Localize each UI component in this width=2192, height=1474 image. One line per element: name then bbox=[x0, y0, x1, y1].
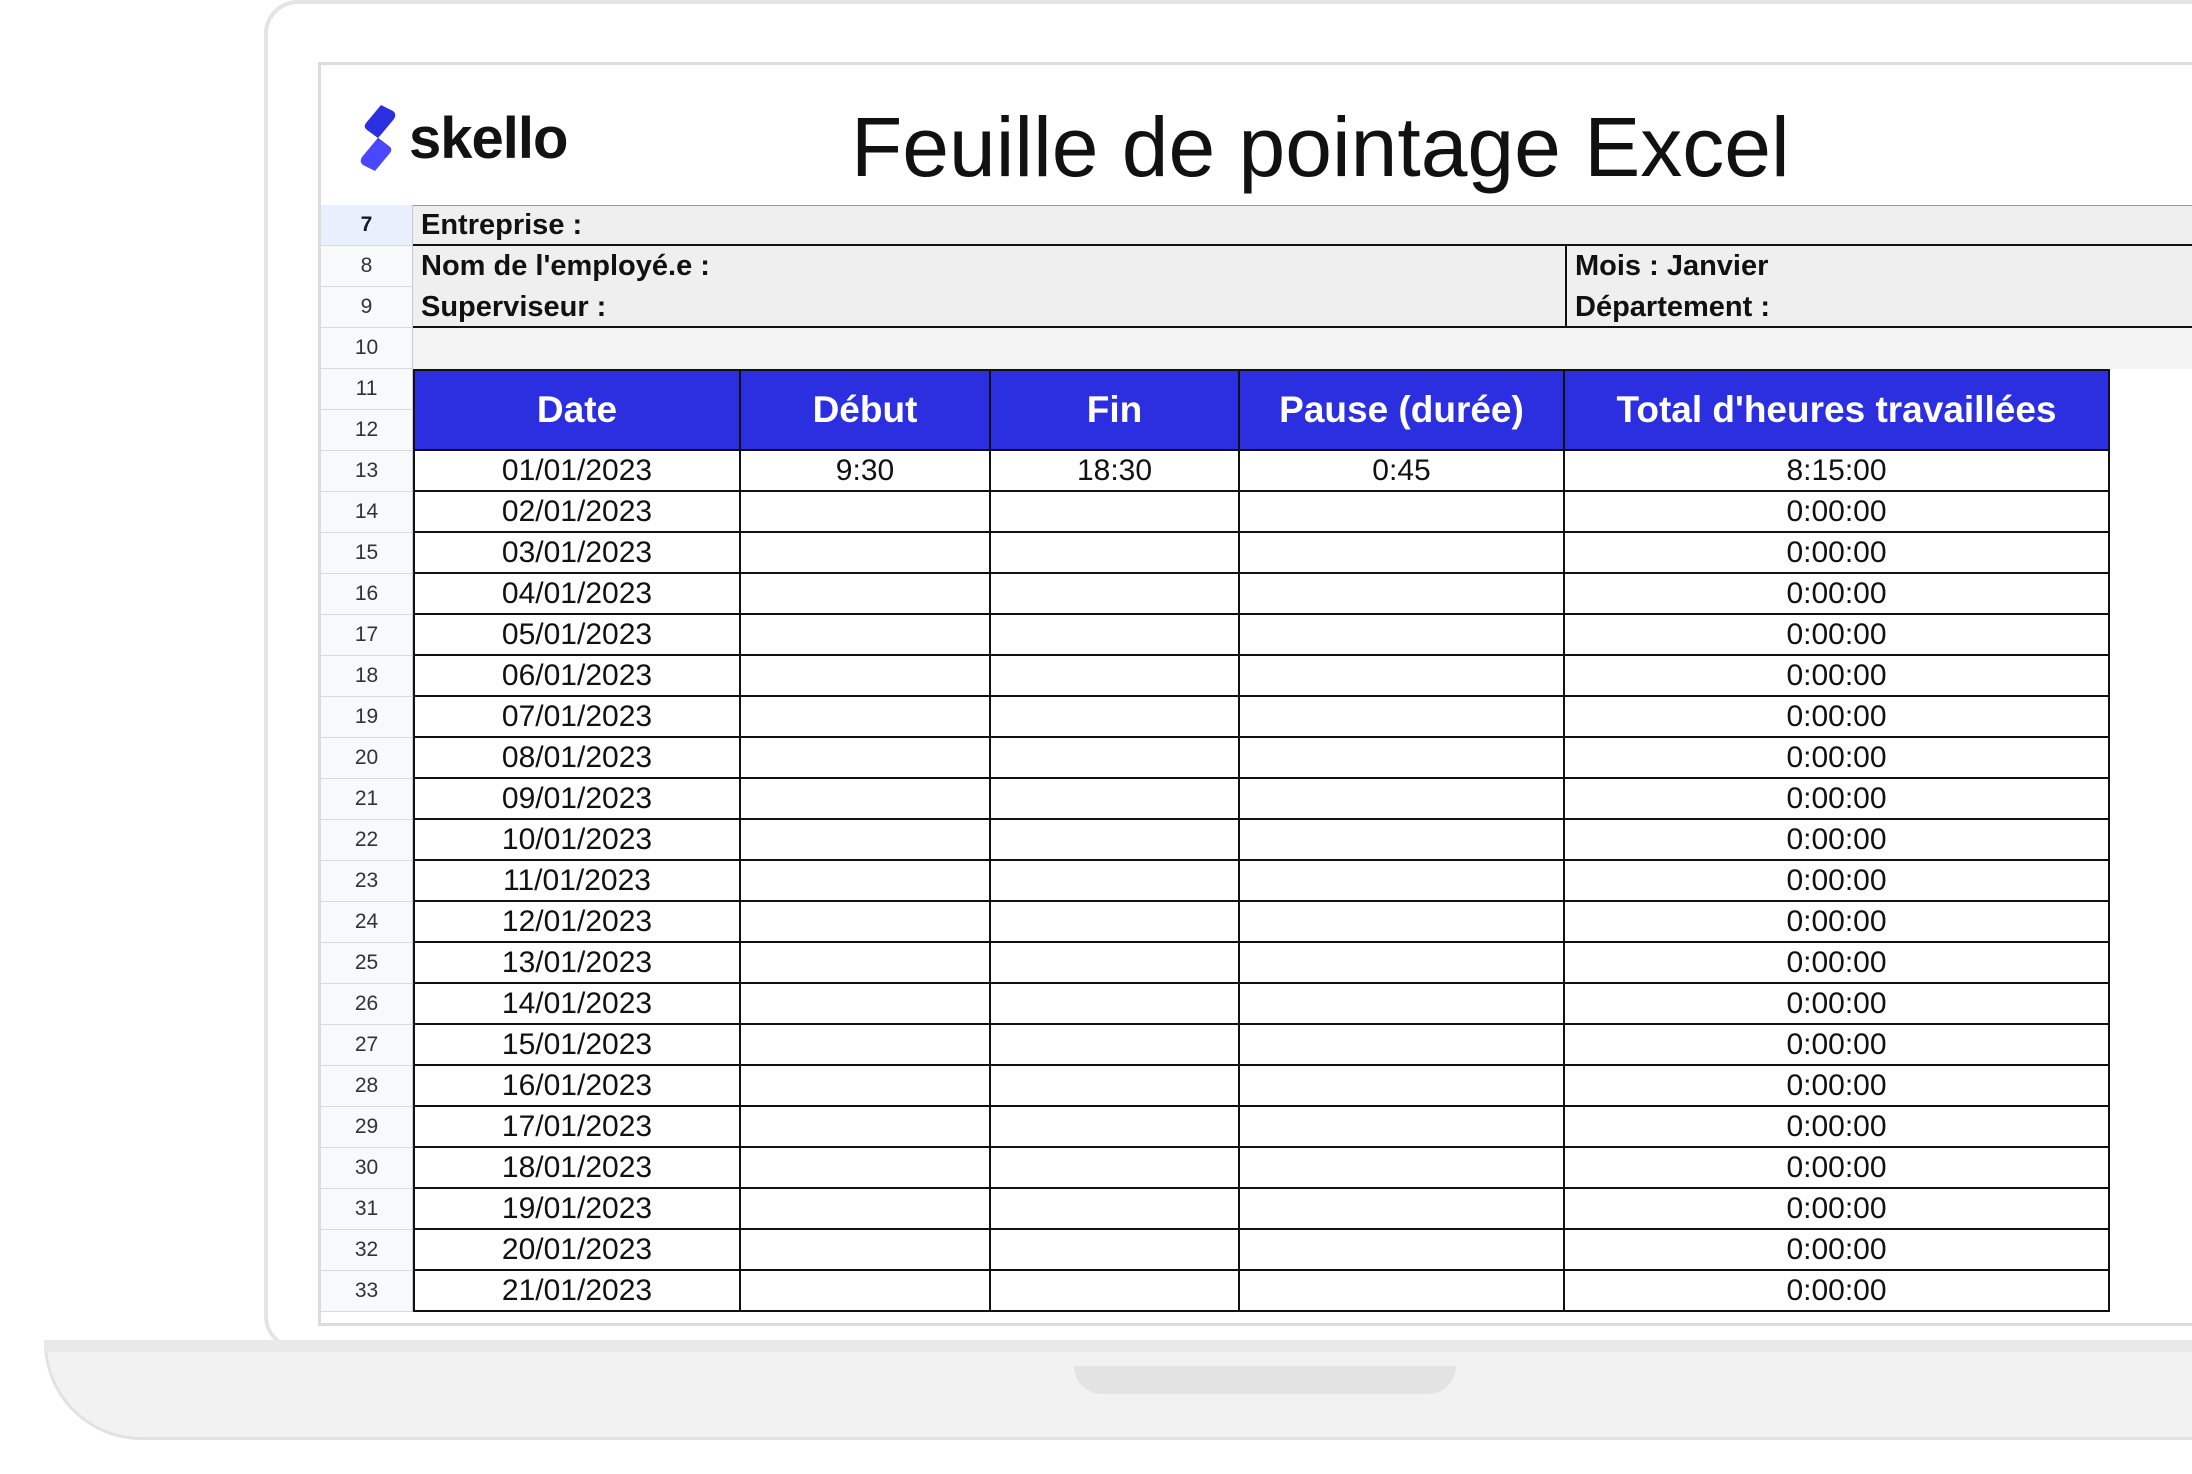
table-cell-debut[interactable] bbox=[741, 1066, 991, 1107]
table-cell-pause[interactable] bbox=[1240, 1271, 1565, 1312]
table-cell-total[interactable]: 0:00:00 bbox=[1565, 984, 2110, 1025]
table-cell-total[interactable]: 0:00:00 bbox=[1565, 1189, 2110, 1230]
row-number[interactable]: 14 bbox=[321, 492, 413, 533]
table-cell-total[interactable]: 0:00:00 bbox=[1565, 533, 2110, 574]
table-cell-debut[interactable] bbox=[741, 656, 991, 697]
table-cell-debut[interactable] bbox=[741, 738, 991, 779]
month-label: Mois : Janvier bbox=[1575, 250, 1769, 282]
row-number[interactable]: 32 bbox=[321, 1230, 413, 1271]
table-cell-fin[interactable] bbox=[991, 1148, 1240, 1189]
table-cell-pause[interactable] bbox=[1240, 820, 1565, 861]
table-cell-total[interactable]: 0:00:00 bbox=[1565, 574, 2110, 615]
table-cell-fin[interactable] bbox=[991, 492, 1240, 533]
table-cell-date[interactable]: 02/01/2023 bbox=[413, 492, 741, 533]
table-cell-fin[interactable] bbox=[991, 820, 1240, 861]
table-cell-total[interactable]: 0:00:00 bbox=[1565, 943, 2110, 984]
row-number[interactable]: 24 bbox=[321, 902, 413, 943]
table-cell-fin[interactable] bbox=[991, 861, 1240, 902]
table-cell-debut[interactable] bbox=[741, 533, 991, 574]
table-cell-total[interactable]: 0:00:00 bbox=[1565, 1107, 2110, 1148]
table-cell-fin[interactable] bbox=[991, 697, 1240, 738]
table-cell-pause[interactable] bbox=[1240, 615, 1565, 656]
row-number[interactable]: 16 bbox=[321, 574, 413, 615]
table-cell-date[interactable]: 03/01/2023 bbox=[413, 533, 741, 574]
row-number[interactable]: 9 bbox=[321, 287, 413, 328]
row-number[interactable]: 13 bbox=[321, 451, 413, 492]
table-cell-date[interactable]: 04/01/2023 bbox=[413, 574, 741, 615]
table-cell-fin[interactable]: 18:30 bbox=[991, 451, 1240, 492]
table-cell-fin[interactable] bbox=[991, 1271, 1240, 1312]
spacer-row bbox=[413, 328, 2192, 369]
table-cell-total[interactable]: 0:00:00 bbox=[1565, 1066, 2110, 1107]
table-header-fin[interactable]: Fin bbox=[991, 369, 1240, 451]
table-cell-debut[interactable] bbox=[741, 697, 991, 738]
table-cell-pause[interactable] bbox=[1240, 656, 1565, 697]
row-number[interactable]: 31 bbox=[321, 1189, 413, 1230]
table-cell-total[interactable]: 0:00:00 bbox=[1565, 820, 2110, 861]
table-cell-fin[interactable] bbox=[991, 943, 1240, 984]
table-cell-pause[interactable] bbox=[1240, 1230, 1565, 1271]
skello-logo bbox=[359, 103, 567, 173]
employee-name-label: Nom de l'employé.e : bbox=[421, 250, 710, 282]
logo-text: skello bbox=[409, 105, 568, 171]
table-cell-pause[interactable] bbox=[1240, 943, 1565, 984]
table-cell-pause[interactable] bbox=[1240, 1148, 1565, 1189]
row-number[interactable]: 28 bbox=[321, 1066, 413, 1107]
table-cell-debut[interactable] bbox=[741, 902, 991, 943]
table-cell-date[interactable]: 08/01/2023 bbox=[413, 738, 741, 779]
table-cell-debut[interactable] bbox=[741, 1271, 991, 1312]
table-header-date[interactable]: Date bbox=[413, 369, 741, 451]
table-cell-pause[interactable]: 0:45 bbox=[1240, 451, 1565, 492]
table-header-debut[interactable]: Début bbox=[741, 369, 991, 451]
table-cell-pause[interactable] bbox=[1240, 574, 1565, 615]
row-number[interactable]: 19 bbox=[321, 697, 413, 738]
row-number[interactable]: 7 bbox=[321, 205, 413, 246]
table-cell-debut[interactable] bbox=[741, 943, 991, 984]
table-cell-pause[interactable] bbox=[1240, 1107, 1565, 1148]
table-cell-fin[interactable] bbox=[991, 615, 1240, 656]
table-cell-fin[interactable] bbox=[991, 902, 1240, 943]
table-cell-date[interactable]: 11/01/2023 bbox=[413, 861, 741, 902]
table-cell-pause[interactable] bbox=[1240, 984, 1565, 1025]
table-cell-fin[interactable] bbox=[991, 656, 1240, 697]
table-cell-debut[interactable] bbox=[741, 1148, 991, 1189]
table-cell-total[interactable]: 0:00:00 bbox=[1565, 1271, 2110, 1312]
table-cell-date[interactable]: 19/01/2023 bbox=[413, 1189, 741, 1230]
table-cell-debut[interactable]: 9:30 bbox=[741, 451, 991, 492]
table-cell-debut[interactable] bbox=[741, 1189, 991, 1230]
table-cell-date[interactable]: 09/01/2023 bbox=[413, 779, 741, 820]
table-cell-pause[interactable] bbox=[1240, 861, 1565, 902]
row-number[interactable]: 12 bbox=[321, 410, 413, 451]
table-cell-date[interactable]: 12/01/2023 bbox=[413, 902, 741, 943]
table-cell-fin[interactable] bbox=[991, 1025, 1240, 1066]
table-cell-total[interactable]: 0:00:00 bbox=[1565, 1148, 2110, 1189]
info-divider bbox=[1565, 246, 1567, 328]
table-cell-total[interactable]: 0:00:00 bbox=[1565, 861, 2110, 902]
row-number[interactable]: 18 bbox=[321, 656, 413, 697]
entreprise-label: Entreprise : bbox=[421, 209, 583, 241]
table-cell-date[interactable]: 17/01/2023 bbox=[413, 1107, 741, 1148]
table-cell-total[interactable]: 0:00:00 bbox=[1565, 697, 2110, 738]
table-cell-date[interactable]: 10/01/2023 bbox=[413, 820, 741, 861]
table-cell-date[interactable]: 06/01/2023 bbox=[413, 656, 741, 697]
table-cell-total[interactable]: 0:00:00 bbox=[1565, 656, 2110, 697]
table-header-pause[interactable]: Pause (durée) bbox=[1240, 369, 1565, 451]
table-cell-date[interactable]: 07/01/2023 bbox=[413, 697, 741, 738]
table-cell-fin[interactable] bbox=[991, 738, 1240, 779]
table-cell-total[interactable]: 8:15:00 bbox=[1565, 451, 2110, 492]
table-cell-debut[interactable] bbox=[741, 820, 991, 861]
page-title: Feuille de pointage Excel bbox=[851, 100, 1790, 194]
table-cell-date[interactable]: 16/01/2023 bbox=[413, 1066, 741, 1107]
laptop-notch bbox=[1074, 1366, 1456, 1394]
table-cell-debut[interactable] bbox=[741, 574, 991, 615]
spreadsheet-screen bbox=[318, 62, 2192, 1326]
row-number[interactable]: 25 bbox=[321, 943, 413, 984]
row-number[interactable]: 21 bbox=[321, 779, 413, 820]
table-cell-pause[interactable] bbox=[1240, 1066, 1565, 1107]
row-number[interactable]: 27 bbox=[321, 1025, 413, 1066]
row-number[interactable]: 15 bbox=[321, 533, 413, 574]
row-number[interactable]: 11 bbox=[321, 369, 413, 410]
row-number[interactable]: 26 bbox=[321, 984, 413, 1025]
row-number[interactable]: 23 bbox=[321, 861, 413, 902]
table-cell-pause[interactable] bbox=[1240, 738, 1565, 779]
table-cell-fin[interactable] bbox=[991, 1107, 1240, 1148]
row-number[interactable]: 29 bbox=[321, 1107, 413, 1148]
table-cell-total[interactable]: 0:00:00 bbox=[1565, 1025, 2110, 1066]
table-cell-fin[interactable] bbox=[991, 1189, 1240, 1230]
table-cell-fin[interactable] bbox=[991, 984, 1240, 1025]
department-label: Département : bbox=[1575, 291, 1770, 323]
row-number[interactable]: 10 bbox=[321, 328, 413, 369]
table-cell-debut[interactable] bbox=[741, 1230, 991, 1271]
table-cell-fin[interactable] bbox=[991, 1066, 1240, 1107]
table-cell-pause[interactable] bbox=[1240, 902, 1565, 943]
table-cell-total[interactable]: 0:00:00 bbox=[1565, 1230, 2110, 1271]
table-cell-fin[interactable] bbox=[991, 574, 1240, 615]
table-cell-fin[interactable] bbox=[991, 533, 1240, 574]
table-cell-fin[interactable] bbox=[991, 779, 1240, 820]
table-cell-debut[interactable] bbox=[741, 861, 991, 902]
table-cell-debut[interactable] bbox=[741, 1025, 991, 1066]
table-header-total[interactable]: Total d'heures travaillées bbox=[1565, 369, 2110, 451]
supervisor-label: Superviseur : bbox=[421, 291, 607, 323]
table-cell-total[interactable]: 0:00:00 bbox=[1565, 615, 2110, 656]
table-cell-pause[interactable] bbox=[1240, 1025, 1565, 1066]
row-number[interactable]: 30 bbox=[321, 1148, 413, 1189]
skello-s-logo-icon bbox=[359, 103, 397, 173]
table-cell-total[interactable]: 0:00:00 bbox=[1565, 738, 2110, 779]
table-cell-debut[interactable] bbox=[741, 984, 991, 1025]
row-number[interactable]: 20 bbox=[321, 738, 413, 779]
table-cell-pause[interactable] bbox=[1240, 697, 1565, 738]
table-cell-debut[interactable] bbox=[741, 779, 991, 820]
table-cell-debut[interactable] bbox=[741, 1107, 991, 1148]
table-cell-total[interactable]: 0:00:00 bbox=[1565, 492, 2110, 533]
table-cell-date[interactable]: 13/01/2023 bbox=[413, 943, 741, 984]
table-cell-total[interactable]: 0:00:00 bbox=[1565, 902, 2110, 943]
table-cell-pause[interactable] bbox=[1240, 492, 1565, 533]
info-row-entreprise bbox=[413, 205, 2192, 246]
table-cell-total[interactable]: 0:00:00 bbox=[1565, 779, 2110, 820]
table-cell-date[interactable]: 05/01/2023 bbox=[413, 615, 741, 656]
laptop-base-lip bbox=[44, 1340, 2192, 1352]
table-cell-pause[interactable] bbox=[1240, 1189, 1565, 1230]
row-number[interactable]: 8 bbox=[321, 246, 413, 287]
row-number[interactable]: 33 bbox=[321, 1271, 413, 1312]
table-cell-debut[interactable] bbox=[741, 615, 991, 656]
table-cell-debut[interactable] bbox=[741, 492, 991, 533]
table-cell-fin[interactable] bbox=[991, 1230, 1240, 1271]
row-number[interactable]: 22 bbox=[321, 820, 413, 861]
table-cell-date[interactable]: 01/01/2023 bbox=[413, 451, 741, 492]
row-number[interactable]: 17 bbox=[321, 615, 413, 656]
table-cell-date[interactable]: 14/01/2023 bbox=[413, 984, 741, 1025]
table-cell-pause[interactable] bbox=[1240, 533, 1565, 574]
table-cell-date[interactable]: 18/01/2023 bbox=[413, 1148, 741, 1189]
table-cell-date[interactable]: 20/01/2023 bbox=[413, 1230, 741, 1271]
table-cell-date[interactable]: 21/01/2023 bbox=[413, 1271, 741, 1312]
table-cell-pause[interactable] bbox=[1240, 779, 1565, 820]
table-cell-date[interactable]: 15/01/2023 bbox=[413, 1025, 741, 1066]
